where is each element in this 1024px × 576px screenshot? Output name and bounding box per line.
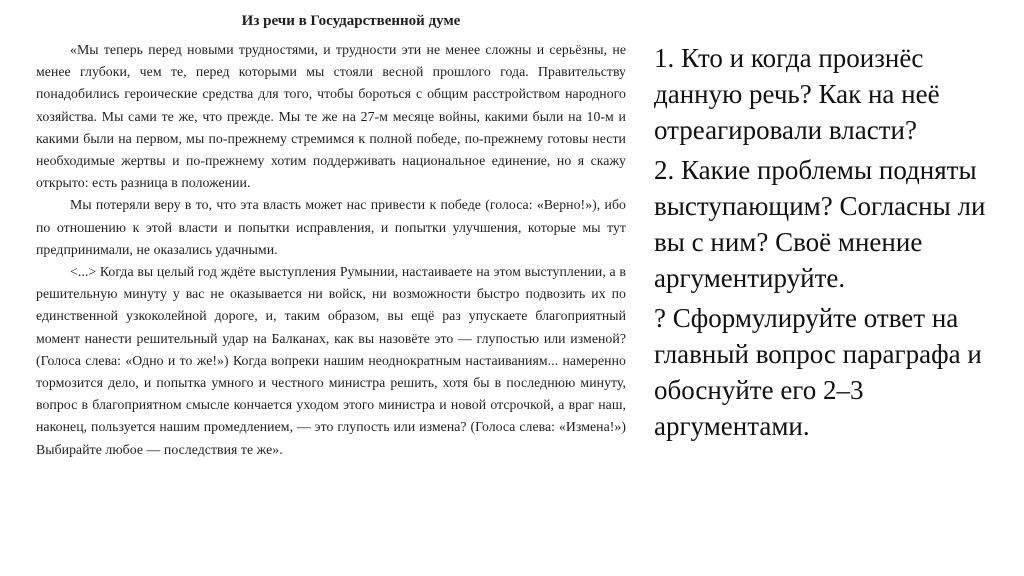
- source-excerpt: [36, 10, 626, 570]
- excerpt-paragraph-1: «Мы теперь перед новыми трудностями, и трудности эти не менее сложны и серьёзны, не менее глубоки, чем те, перед которыми мы стояли весной прошлого года. Правительству понадобились героические средства для того, чтобы бороться с общим расстройством народного хозяйства. Мы сами те же, что прежде. Мы те же на 27-м месяце войны, какими были на 10-м и какими были на первом, мы по-прежнему стремимся к полной победе, по-прежнему готовы нести необходимые жертвы и по-прежнему хотим поддерживать национальное единение, но я скажу открыто: есть разница в положении.: [36, 42, 626, 191]
- summary-task: ? Сформулируйте ответ на главный вопрос параграфа и обоснуйте его 2–3 аргументами.: [654, 303, 982, 441]
- questions-panel: [654, 40, 1004, 444]
- excerpt-paragraph-3: <...> Когда вы целый год ждёте выступления Румынии, настаиваете на этом выступлении, а в решительную минуту у вас не оказывается ни войск, ни возможности быстро подвозить их по единственной узкоколейной дороге, и, таким образом, вы ещё раз упускаете благоприятный момент нанести решительный удар на Балканах, как вы назовёте это — глупостью или изменой? (Голоса слева: «Одно и то же!») Когда вопреки нашим неоднократным настаиваниям... намеренно тормозится дело, и попытка умного и честного министра решить, хотя бы в последнюю минуту, вопрос в благоприятном смысле кончается уходом этого министра и новой отсрочкой, а враг наш, наконец, пользуется нашим промедлением, — это глупость или измена? (Голоса слева: «Измена!») Выбирайте любое — последствия те же».: [36, 264, 626, 457]
- excerpt-paragraph-2: Мы потеряли веру в то, что эта власть может нас привести к победе (голоса: «Верно!»), ибо по отношению к этой власти и попытки исправления, и попытки улучшения, которые мы тут предпринимали, не оказались удачными.: [36, 197, 626, 257]
- question-2: 2. Какие проблемы подняты выступающим? Согласны ли вы с ним? Своё мнение аргументируйте.: [654, 155, 986, 293]
- question-1: 1. Кто и когда произнёс данную речь? Как на неё отреагировали власти?: [654, 43, 940, 145]
- excerpt-title: Из речи в Государственной думе: [241, 13, 461, 29]
